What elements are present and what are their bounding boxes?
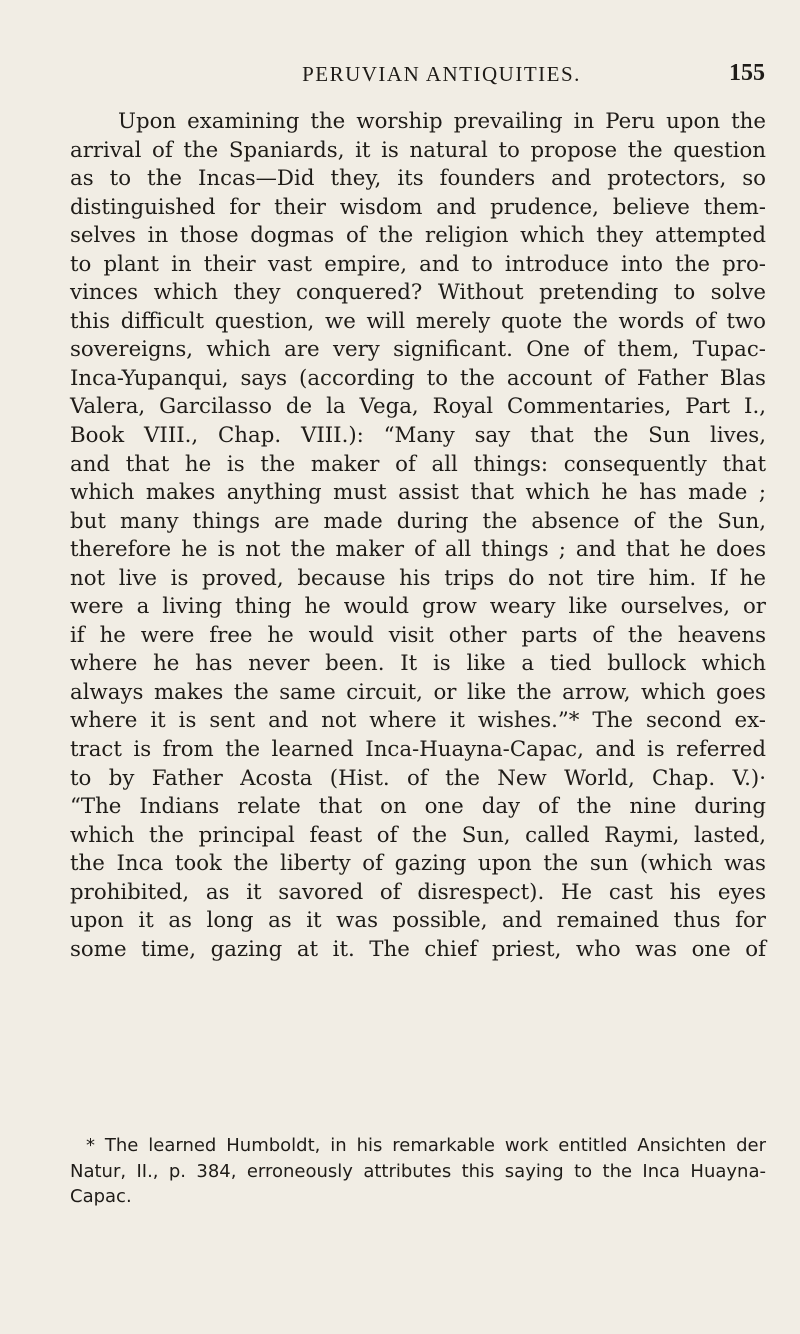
running-title: PERUVIAN ANTIQUITIES. bbox=[302, 62, 581, 86]
page-number: 155 bbox=[729, 60, 765, 86]
text-line: vinces which they conquered? Without pretending to solve bbox=[70, 280, 766, 306]
text-line: if he were free he would visit other parts of the heavens bbox=[70, 622, 766, 648]
body-text bbox=[70, 108, 766, 964]
text-line: tract is from the learned Inca-Huayna-Capac, and is referred bbox=[70, 737, 766, 763]
text-line: to plant in their vast empire, and to introduce into the pro- bbox=[70, 251, 766, 277]
text-line: some time, gazing at it. The chief priest, who was one of bbox=[70, 936, 766, 962]
text-line: selves in those dogmas of the religion which they attempted bbox=[70, 223, 766, 249]
text-line: were a living thing he would grow weary like ourselves, or bbox=[70, 594, 766, 620]
text-line: Valera, Garcilasso de la Vega, Royal Commentaries, Part I., bbox=[70, 394, 766, 420]
footnote-line: Capac. bbox=[70, 1186, 132, 1207]
footnote bbox=[70, 1133, 766, 1210]
text-line: the Inca took the liberty of gazing upon the sun (which was bbox=[70, 851, 766, 877]
text-line: therefore he is not the maker of all things ; and that he does bbox=[70, 537, 766, 563]
text-line: which the principal feast of the Sun, called Raymi, lasted, bbox=[70, 822, 766, 848]
text-line: sovereigns, which are very significant. One of them, Tupac- bbox=[70, 337, 766, 363]
text-line: Inca-Yupanqui, says (according to the account of Father Blas bbox=[70, 365, 766, 391]
footnote-line: * The learned Humboldt, in his remarkable work entitled Ansichten der bbox=[86, 1135, 766, 1156]
text-line: where it is sent and not where it wishes.”* The second ex- bbox=[70, 708, 766, 734]
text-line: always makes the same circuit, or like the arrow, which goes bbox=[70, 679, 766, 705]
text-line: as to the Incas—Did they, its founders and protectors, so bbox=[70, 166, 766, 192]
text-line: which makes anything must assist that which he has made ; bbox=[70, 480, 766, 506]
text-line: Book VIII., Chap. VIII.): “Many say that the Sun lives, bbox=[70, 423, 766, 449]
text-line: this difficult question, we will merely quote the words of two bbox=[70, 308, 766, 334]
text-line: “The Indians relate that on one day of the nine during bbox=[70, 794, 766, 820]
text-line: but many things are made during the absence of the Sun, bbox=[70, 508, 766, 534]
text-line: to by Father Acosta (Hist. of the New World, Chap. V.)· bbox=[70, 765, 766, 791]
text-line: prohibited, as it savored of disrespect). He cast his eyes bbox=[70, 879, 766, 905]
text-line: Upon examining the worship prevailing in Peru upon the bbox=[118, 109, 766, 134]
text-line: distinguished for their wisdom and prudence, believe them- bbox=[70, 194, 766, 220]
text-line: and that he is the maker of all things: consequently that bbox=[70, 451, 766, 477]
footnote-line: Natur, II., p. 384, erroneously attributes this saying to the Inca Huayna- bbox=[70, 1160, 766, 1182]
text-line: arrival of the Spaniards, it is natural to propose the question bbox=[70, 137, 766, 163]
running-head bbox=[118, 60, 765, 88]
text-line: not live is proved, because his trips do not tire him. If he bbox=[70, 565, 766, 591]
text-line: where he has never been. It is like a tied bullock which bbox=[70, 651, 766, 677]
text-line: upon it as long as it was possible, and remained thus for bbox=[70, 908, 766, 934]
